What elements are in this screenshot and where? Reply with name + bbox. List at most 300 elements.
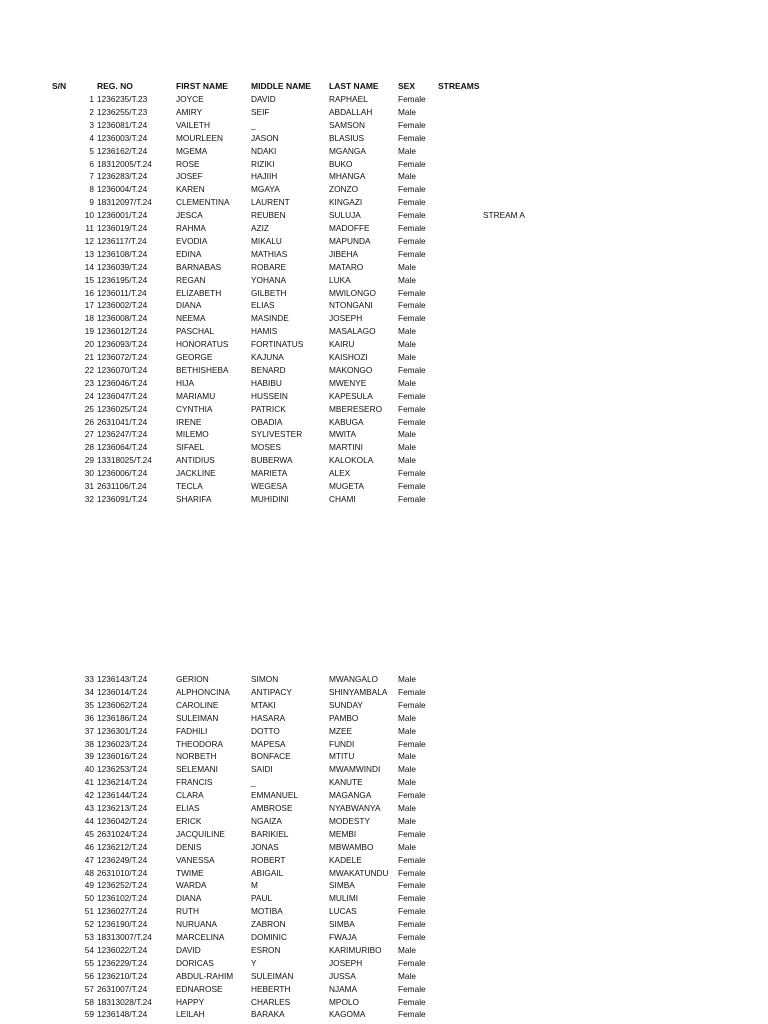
cell-last-name: CHAMI: [329, 493, 356, 504]
cell-reg-no: 1236025/T.24: [97, 403, 148, 414]
cell-sex: Female: [398, 158, 426, 169]
cell-last-name: MWAMWINDI: [329, 764, 381, 775]
cell-last-name: RAPHAEL: [329, 94, 368, 104]
cell-last-name: MWANGALO: [329, 674, 379, 684]
cell-middle-name: SIMON: [251, 674, 279, 684]
cell-sex: Female: [398, 854, 426, 865]
table-row: [0, 738, 768, 751]
cell-last-name: MWITA: [329, 429, 357, 440]
cell-last-name: ALEX: [329, 468, 351, 479]
table-row: [0, 93, 768, 106]
cell-last-name: MATARO: [329, 261, 364, 272]
cell-reg-no: 1236011/T.24: [97, 287, 147, 298]
cell-sex: Female: [398, 893, 426, 904]
cell-last-name: NTONGANI: [329, 300, 373, 311]
cell-sn: 2: [89, 106, 94, 117]
cell-sn: 56: [84, 970, 94, 981]
cell-first-name: SULEIMAN: [176, 712, 219, 723]
cell-sex: Female: [398, 416, 426, 427]
cell-first-name: CLEMENTINA: [176, 197, 230, 208]
cell-reg-no: 1236091/T.24: [97, 493, 148, 504]
cell-middle-name: MATHIAS: [251, 248, 288, 259]
cell-sex: Male: [398, 429, 416, 440]
cell-sex: Female: [398, 867, 426, 878]
cell-first-name: FRANCIS: [176, 777, 213, 788]
cell-reg-no: 1236108/T.24: [97, 248, 148, 259]
table-row: [0, 183, 768, 196]
cell-last-name: JIBEHA: [329, 248, 359, 259]
cell-reg-no: 2631010/T.24: [97, 867, 148, 878]
cell-last-name: FWAJA: [329, 932, 357, 942]
table-row: [0, 983, 768, 996]
cell-first-name: ABDUL-RAHIM: [176, 970, 234, 981]
cell-reg-no: 1236081/T.24: [97, 119, 148, 130]
table-row: [0, 261, 768, 274]
cell-middle-name: BARIKIEL: [251, 828, 289, 839]
cell-first-name: BETHISHEBA: [176, 364, 229, 375]
cell-middle-name: ESRON: [251, 944, 281, 955]
table-row: [0, 416, 768, 429]
cell-reg-no: 1236229/T.24: [97, 957, 148, 968]
cell-middle-name: OBADIA: [251, 416, 283, 427]
table-row: [0, 699, 768, 712]
cell-middle-name: WEGESA: [251, 481, 288, 491]
cell-last-name: MADOFFE: [329, 223, 370, 233]
cell-middle-name: HABIBU: [251, 377, 282, 388]
cell-first-name: JESCA: [176, 210, 203, 221]
cell-sn: 11: [85, 223, 94, 233]
cell-first-name: MARIAMU: [176, 390, 216, 401]
cell-middle-name: SULEIMAN: [251, 970, 294, 981]
cell-first-name: LEILAH: [176, 1009, 205, 1020]
cell-sn: 39: [84, 751, 94, 762]
cell-sn: 46: [84, 841, 94, 852]
cell-reg-no: 18312005/T.24: [97, 158, 152, 169]
table-row: [0, 493, 768, 506]
cell-sex: Female: [398, 210, 426, 221]
cell-reg-no: 1236249/T.24: [97, 854, 148, 865]
cell-sex: Female: [398, 699, 426, 710]
cell-sn: 20: [84, 339, 94, 350]
cell-sex: Male: [398, 274, 416, 285]
cell-sex: Female: [398, 493, 426, 504]
cell-sn: 1: [89, 94, 94, 104]
cell-reg-no: 2631106/T.24: [97, 481, 147, 491]
cell-sn: 13: [84, 248, 94, 259]
cell-last-name: MODESTY: [329, 815, 371, 826]
cell-middle-name: ABIGAIL: [251, 867, 284, 878]
cell-middle-name: SAIDI: [251, 764, 273, 775]
cell-first-name: HONORATUS: [176, 339, 229, 350]
table-row: [0, 454, 768, 467]
table-row: [0, 364, 768, 377]
cell-last-name: KARIMURIBO: [329, 944, 382, 955]
cell-last-name: KANUTE: [329, 777, 363, 788]
cell-sex: Female: [398, 919, 426, 930]
cell-sn: 51: [84, 906, 94, 917]
cell-first-name: REGAN: [176, 274, 206, 285]
cell-middle-name: HEBERTH: [251, 983, 291, 994]
cell-first-name: JACKLINE: [176, 468, 216, 479]
table-row: [0, 1008, 768, 1021]
cell-last-name: PAMBO: [329, 712, 359, 723]
cell-reg-no: 1236247/T.24: [97, 429, 148, 440]
cell-first-name: ANTIDIUS: [176, 455, 215, 466]
cell-sn: 26: [84, 416, 94, 427]
cell-first-name: JACQUILINE: [176, 828, 225, 839]
table-row: [0, 170, 768, 183]
cell-sex: Female: [398, 906, 426, 917]
cell-first-name: NEEMA: [176, 313, 206, 324]
cell-sex: Male: [398, 815, 416, 826]
table-row: [0, 763, 768, 776]
cell-first-name: ERICK: [176, 815, 202, 826]
cell-last-name: ABDALLAH: [329, 106, 373, 117]
cell-middle-name: JONAS: [251, 841, 279, 852]
cell-reg-no: 1236283/T.24: [97, 171, 148, 182]
cell-sn: 38: [84, 738, 94, 749]
cell-sex: Male: [398, 712, 416, 723]
cell-middle-name: CHARLES: [251, 996, 291, 1007]
cell-last-name: NYABWANYA: [329, 803, 381, 813]
table-row: [0, 441, 768, 454]
cell-middle-name: DOTTO: [251, 725, 280, 736]
cell-first-name: CYNTHIA: [176, 403, 213, 414]
table-row: [0, 905, 768, 918]
cell-reg-no: 1236143/T.24: [97, 674, 148, 684]
cell-last-name: SULUJA: [329, 210, 361, 221]
cell-last-name: MWAKATUNDU: [329, 867, 389, 878]
cell-first-name: JOYCE: [176, 94, 204, 104]
cell-first-name: SIFAEL: [176, 442, 205, 453]
cell-first-name: SELEMANI: [176, 764, 218, 775]
cell-first-name: MILEMO: [176, 429, 209, 440]
table-row: [0, 248, 768, 261]
cell-middle-name: REUBEN: [251, 210, 286, 221]
cell-last-name: MBWAMBO: [329, 841, 374, 852]
cell-first-name: HIJA: [176, 377, 194, 388]
table-row: [0, 106, 768, 119]
cell-last-name: MASALAGO: [329, 326, 376, 337]
cell-first-name: VANESSA: [176, 854, 215, 865]
table-row: [0, 673, 768, 686]
cell-first-name: TWIME: [176, 867, 204, 878]
cell-middle-name: Y: [251, 957, 257, 968]
cell-sn: 31: [84, 481, 94, 491]
table-row: [0, 892, 768, 905]
cell-reg-no: 18312097/T.24: [97, 197, 152, 208]
cell-last-name: MARTINI: [329, 442, 363, 453]
cell-sn: 55: [84, 957, 94, 968]
cell-sn: 3: [89, 119, 94, 130]
cell-sn: 52: [84, 919, 94, 930]
cell-last-name: MTITU: [329, 751, 355, 762]
cell-last-name: MAGANGA: [329, 790, 372, 801]
cell-last-name: MWENYE: [329, 377, 367, 388]
cell-reg-no: 1236252/T.24: [97, 880, 148, 891]
cell-reg-no: 1236008/T.24: [97, 313, 148, 324]
cell-middle-name: AZIZ: [251, 223, 269, 233]
cell-last-name: KAGOMA: [329, 1009, 366, 1020]
cell-middle-name: ROBERT: [251, 854, 286, 865]
cell-middle-name: JASON: [251, 132, 279, 143]
cell-sn: 34: [84, 686, 94, 697]
cell-reg-no: 1236214/T.24: [97, 777, 148, 788]
cell-last-name: MEMBI: [329, 828, 357, 839]
cell-reg-no: 1236212/T.24: [97, 841, 148, 852]
cell-first-name: FADHILI: [176, 725, 208, 736]
table-row: [0, 828, 768, 841]
table-row: [0, 222, 768, 235]
cell-reg-no: 1236003/T.24: [97, 132, 148, 143]
cell-last-name: MUGETA: [329, 481, 364, 491]
header-first-name: FIRST NAME: [176, 81, 228, 91]
cell-sn: 43: [84, 803, 94, 813]
cell-sex: Female: [398, 468, 426, 479]
cell-last-name: FUNDI: [329, 738, 355, 749]
cell-first-name: AMIRY: [176, 106, 203, 117]
cell-last-name: KAIRU: [329, 339, 355, 350]
cell-sex: Female: [398, 996, 426, 1007]
cell-last-name: SIMBA: [329, 919, 355, 930]
cell-first-name: SHARIFA: [176, 493, 212, 504]
cell-middle-name: GILBETH: [251, 287, 287, 298]
cell-reg-no: 1236093/T.24: [97, 339, 148, 350]
table-row: [0, 325, 768, 338]
cell-middle-name: ELIAS: [251, 300, 275, 311]
cell-first-name: KAREN: [176, 184, 205, 195]
cell-last-name: JUSSA: [329, 970, 356, 981]
cell-reg-no: 1236213/T.24: [97, 803, 148, 813]
cell-middle-name: _: [251, 119, 256, 130]
table-row: [0, 970, 768, 983]
cell-first-name: MGEMA: [176, 145, 208, 156]
cell-middle-name: HAMIS: [251, 326, 278, 337]
cell-reg-no: 1236070/T.24: [97, 364, 148, 375]
cell-last-name: BLASIUS: [329, 132, 365, 143]
cell-reg-no: 1236117/T.24: [97, 235, 147, 246]
cell-sex: Female: [398, 132, 426, 143]
cell-middle-name: MAPESA: [251, 738, 286, 749]
table-row: [0, 802, 768, 815]
cell-middle-name: NDAKI: [251, 145, 277, 156]
table-row: [0, 209, 768, 222]
cell-sn: 17: [84, 300, 94, 311]
cell-first-name: RAHMA: [176, 223, 206, 233]
cell-sn: 45: [84, 828, 94, 839]
cell-sn: 54: [84, 944, 94, 955]
cell-first-name: TECLA: [176, 481, 203, 491]
cell-sex: Male: [398, 455, 416, 466]
cell-reg-no: 2631041/T.24: [97, 416, 148, 427]
cell-first-name: PASCHAL: [176, 326, 215, 337]
table-row: [0, 119, 768, 132]
table-row: [0, 145, 768, 158]
cell-reg-no: 1236186/T.24: [97, 712, 148, 723]
cell-sex: Female: [398, 932, 426, 942]
cell-last-name: KINGAZI: [329, 197, 363, 208]
table-row: [0, 390, 768, 403]
cell-middle-name: DOMINIC: [251, 932, 287, 942]
cell-sex: Female: [398, 390, 426, 401]
cell-last-name: KADELE: [329, 854, 362, 865]
cell-middle-name: BARAKA: [251, 1009, 285, 1020]
cell-sn: 9: [89, 197, 94, 208]
cell-sn: 14: [84, 261, 94, 272]
cell-sn: 44: [84, 815, 94, 826]
cell-middle-name: MUHIDINI: [251, 493, 289, 504]
cell-sn: 24: [84, 390, 94, 401]
cell-first-name: ALPHONCINA: [176, 686, 230, 697]
header-last-name: LAST NAME: [329, 81, 379, 91]
cell-sex: Male: [398, 171, 416, 182]
cell-sn: 53: [84, 932, 94, 942]
cell-sex: Female: [398, 403, 426, 414]
cell-sex: Male: [398, 803, 416, 813]
table-row: [0, 158, 768, 171]
cell-reg-no: 1236162/T.24: [97, 145, 148, 156]
cell-reg-no: 2631024/T.24: [97, 828, 148, 839]
cell-middle-name: ANTIPACY: [251, 686, 292, 697]
cell-first-name: DIANA: [176, 300, 202, 311]
cell-sn: 18: [84, 313, 94, 324]
cell-sex: Male: [398, 841, 416, 852]
table-row: [0, 789, 768, 802]
cell-reg-no: 1236190/T.24: [97, 919, 148, 930]
cell-sn: 23: [84, 377, 94, 388]
cell-middle-name: MASINDE: [251, 313, 289, 324]
cell-middle-name: HAJIIH: [251, 171, 278, 182]
cell-last-name: LUCAS: [329, 906, 357, 917]
cell-last-name: MPOLO: [329, 996, 359, 1007]
cell-sn: 37: [84, 725, 94, 736]
cell-reg-no: 1236064/T.24: [97, 442, 148, 453]
cell-sn: 19: [84, 326, 94, 337]
cell-last-name: MWILONGO: [329, 287, 377, 298]
cell-middle-name: SEIF: [251, 106, 270, 117]
cell-sex: Female: [398, 223, 426, 233]
cell-last-name: MBERESERO: [329, 403, 383, 414]
cell-last-name: MAPUNDA: [329, 235, 371, 246]
cell-first-name: CAROLINE: [176, 699, 219, 710]
cell-middle-name: NGAIZA: [251, 815, 282, 826]
cell-middle-name: HASARA: [251, 712, 286, 723]
cell-sex: Male: [398, 751, 416, 762]
cell-reg-no: 1236301/T.24: [97, 725, 148, 736]
cell-first-name: IRENE: [176, 416, 202, 427]
cell-first-name: DIANA: [176, 893, 202, 904]
cell-middle-name: DAVID: [251, 94, 276, 104]
cell-last-name: JOSEPH: [329, 313, 363, 324]
table-row: [0, 338, 768, 351]
cell-sn: 47: [84, 854, 94, 865]
cell-sn: 15: [84, 274, 94, 285]
cell-last-name: SUNDAY: [329, 699, 363, 710]
cell-first-name: MOURLEEN: [176, 132, 224, 143]
table-row: [0, 196, 768, 209]
cell-sn: 4: [89, 132, 94, 143]
cell-middle-name: MGAYA: [251, 184, 280, 195]
cell-last-name: KAISHOZI: [329, 352, 368, 362]
cell-sn: 10: [84, 210, 94, 221]
cell-reg-no: 1236002/T.24: [97, 300, 148, 311]
cell-sex: Female: [398, 364, 426, 375]
table-row: [0, 467, 768, 480]
table-row: [0, 725, 768, 738]
cell-reg-no: 1236235/T.23: [97, 94, 148, 104]
header-middle-name: MIDDLE NAME: [251, 81, 311, 91]
cell-sex: Female: [398, 300, 426, 311]
cell-sn: 8: [89, 184, 94, 195]
cell-sex: Male: [398, 145, 416, 156]
table-row: [0, 931, 768, 944]
cell-reg-no: 1236014/T.24: [97, 686, 148, 697]
cell-first-name: GERION: [176, 674, 209, 684]
cell-sn: 25: [84, 403, 94, 414]
cell-sex: Female: [398, 828, 426, 839]
table-row: [0, 879, 768, 892]
cell-sex: Female: [398, 790, 426, 801]
cell-sex: Male: [398, 725, 416, 736]
cell-sex: Male: [398, 339, 416, 350]
cell-middle-name: HUSSEIN: [251, 390, 288, 401]
cell-first-name: NORBETH: [176, 751, 217, 762]
cell-last-name: JOSEPH: [329, 957, 363, 968]
cell-last-name: MHANGA: [329, 171, 366, 182]
cell-reg-no: 1236062/T.24: [97, 699, 148, 710]
cell-first-name: EVODIA: [176, 235, 208, 246]
cell-middle-name: SYLIVESTER: [251, 429, 303, 440]
cell-sex: Male: [398, 326, 416, 337]
cell-reg-no: 1236027/T.24: [97, 906, 148, 917]
cell-last-name: SAMSON: [329, 119, 365, 130]
cell-sex: Female: [398, 94, 426, 104]
cell-sn: 7: [89, 171, 94, 182]
cell-sn: 28: [84, 442, 94, 453]
cell-last-name: MULIMI: [329, 893, 359, 904]
table-row: [0, 132, 768, 145]
cell-sex: Female: [398, 119, 426, 130]
cell-middle-name: KAJUNA: [251, 352, 284, 362]
cell-sex: Female: [398, 983, 426, 994]
cell-sex: Female: [398, 1009, 426, 1020]
cell-sex: Male: [398, 944, 416, 955]
table-row: [0, 815, 768, 828]
cell-reg-no: 1236016/T.24: [97, 751, 148, 762]
cell-sex: Female: [398, 248, 426, 259]
cell-middle-name: YOHANA: [251, 274, 287, 285]
header-reg-no: REG. NO: [97, 81, 133, 91]
cell-sn: 5: [89, 145, 94, 156]
table-row: [0, 351, 768, 364]
cell-reg-no: 1236019/T.24: [97, 223, 148, 233]
cell-middle-name: MTAKI: [251, 699, 276, 710]
cell-middle-name: BUBERWA: [251, 455, 293, 466]
table-row: [0, 867, 768, 880]
cell-reg-no: 1236255/T.23: [97, 106, 148, 117]
table-row: [0, 377, 768, 390]
cell-sex: Female: [398, 184, 426, 195]
cell-first-name: RUTH: [176, 906, 200, 917]
cell-sex: Female: [398, 197, 426, 208]
cell-first-name: ELIAS: [176, 803, 200, 813]
table-row: [0, 841, 768, 854]
cell-first-name: NURUANA: [176, 919, 218, 930]
cell-last-name: ZONZO: [329, 184, 359, 195]
cell-reg-no: 13318025/T.24: [97, 455, 152, 466]
table-row: [0, 287, 768, 300]
table-row: [0, 776, 768, 789]
